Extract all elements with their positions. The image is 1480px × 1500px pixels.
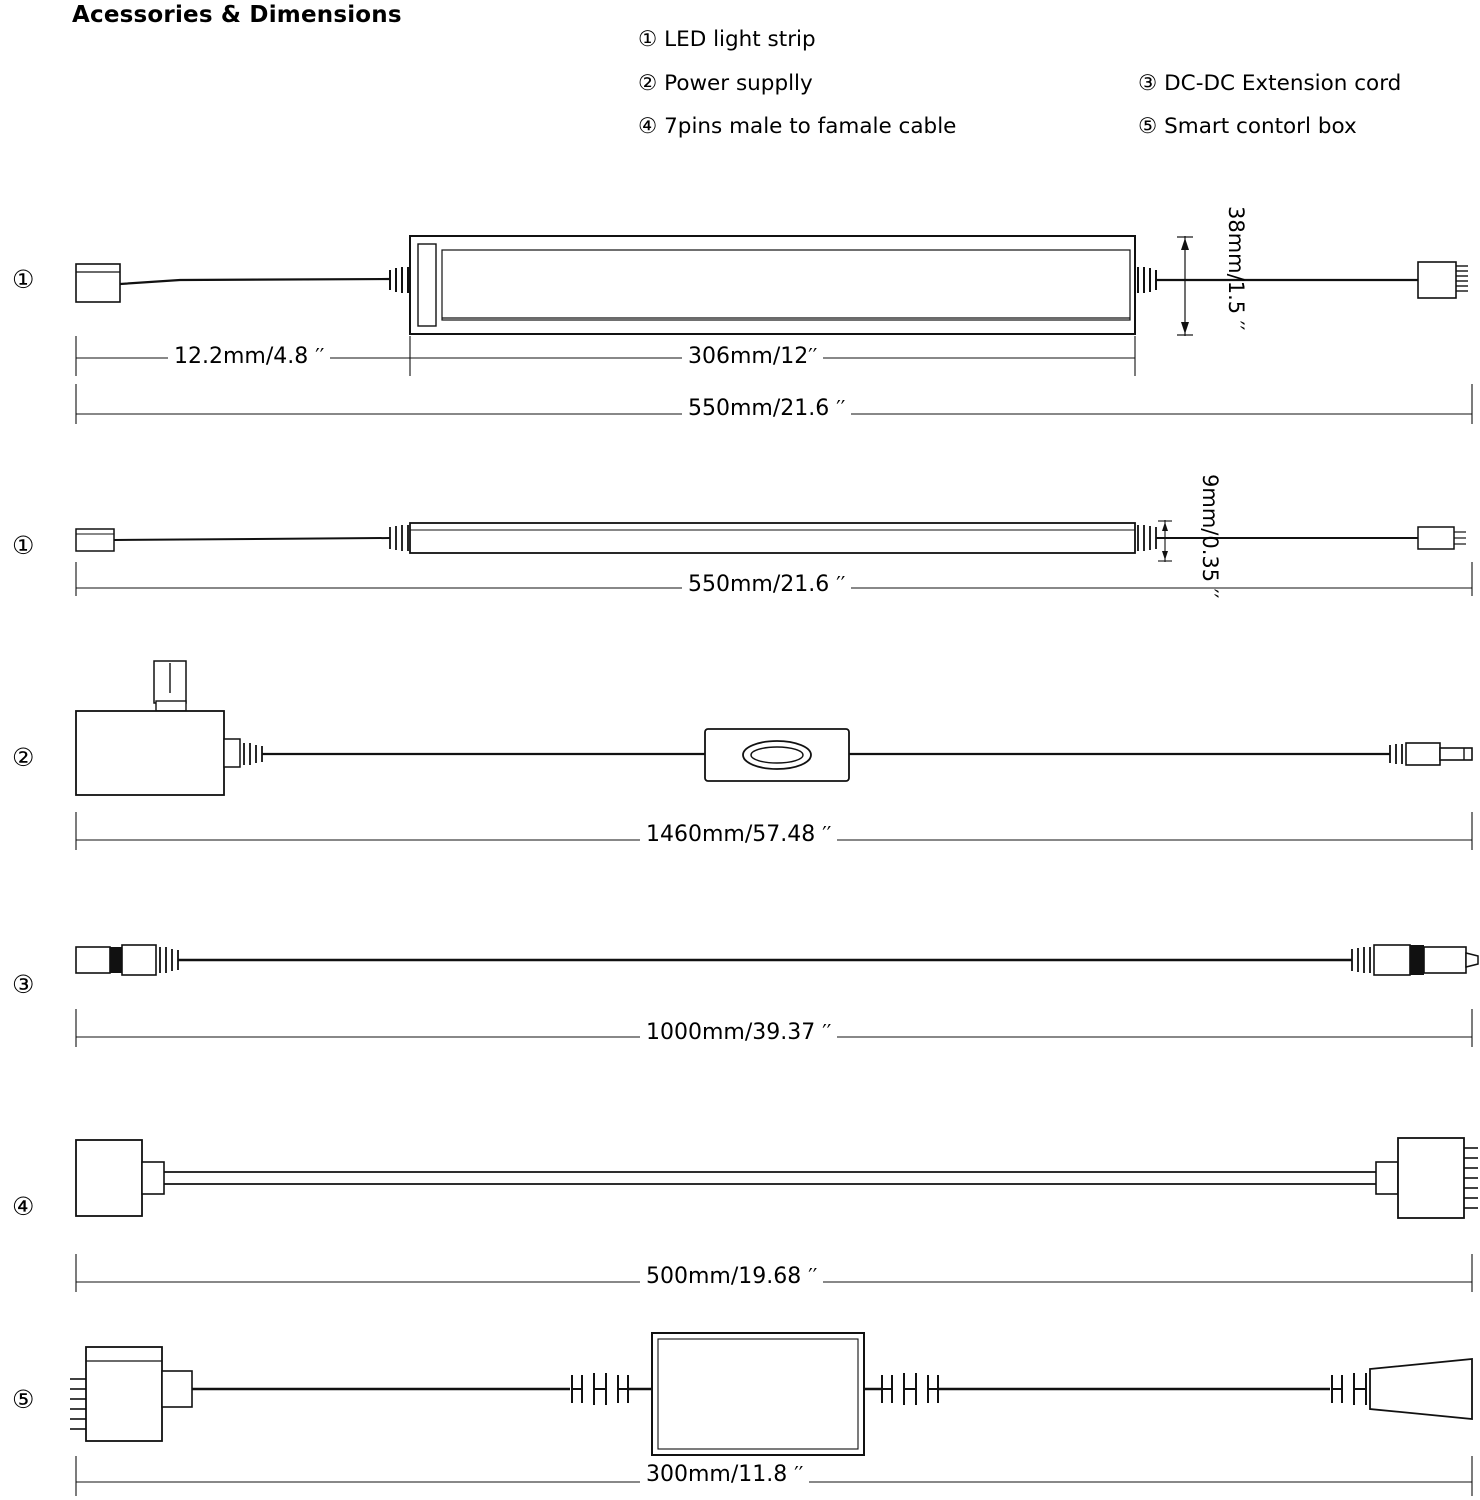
power-supply-drawing xyxy=(60,655,1480,815)
smart-control-box-drawing xyxy=(60,1325,1480,1465)
legend-item-7pins-cable xyxy=(638,114,956,139)
dimension-label-550mm-side: 550mm/21.6 ′′ xyxy=(682,572,851,597)
legend-label-2: Power supplly xyxy=(664,71,813,96)
legend-marker-1: ① xyxy=(638,27,658,52)
dimension-label-1460mm: 1460mm/57.48 ′′ xyxy=(640,822,837,847)
legend-label-4: 7pins male to famale cable xyxy=(664,114,957,139)
dimension-label-9mm: 9mm/0.35 ′′ xyxy=(1198,474,1222,599)
legend-marker-3: ③ xyxy=(1138,71,1158,96)
legend-marker-5: ⑤ xyxy=(1138,114,1158,139)
row-marker-2: ① xyxy=(12,531,35,560)
dimension-label-1000mm: 1000mm/39.37 ′′ xyxy=(640,1020,837,1045)
7pins-cable-drawing xyxy=(60,1130,1480,1240)
legend-item-smart-control-box xyxy=(1138,114,1357,139)
legend-marker-2: ② xyxy=(638,71,658,96)
dimension-label-12-2mm: 12.2mm/4.8 ′′ xyxy=(168,344,330,369)
dimension-label-300mm: 300mm/11.8 ′′ xyxy=(640,1462,809,1487)
row-marker-4: ③ xyxy=(12,970,35,999)
row-marker-3: ② xyxy=(12,743,35,772)
dimension-label-500mm: 500mm/19.68 ′′ xyxy=(640,1264,823,1289)
legend-item-power-supply xyxy=(638,71,813,96)
row-marker-1: ① xyxy=(12,265,35,294)
page-title: Acessories & Dimensions xyxy=(72,2,402,28)
legend-label-1: LED light strip xyxy=(664,27,816,52)
legend-item-dc-dc-extension-cord xyxy=(1138,71,1401,96)
legend-marker-4: ④ xyxy=(638,114,658,139)
dimension-label-550mm-top: 550mm/21.6 ′′ xyxy=(682,396,851,421)
dimension-label-38mm: 38mm/1.5 ′′ xyxy=(1224,206,1248,331)
row-marker-6: ⑤ xyxy=(12,1385,35,1414)
dimension-label-306mm: 306mm/12′′ xyxy=(682,344,823,369)
legend-label-3: DC-DC Extension cord xyxy=(1164,71,1402,96)
dc-dc-extension-cord-drawing xyxy=(60,925,1480,1005)
legend-item-led-light-strip xyxy=(638,27,816,52)
legend-label-5: Smart contorl box xyxy=(1164,114,1357,139)
row-marker-5: ④ xyxy=(12,1192,35,1221)
